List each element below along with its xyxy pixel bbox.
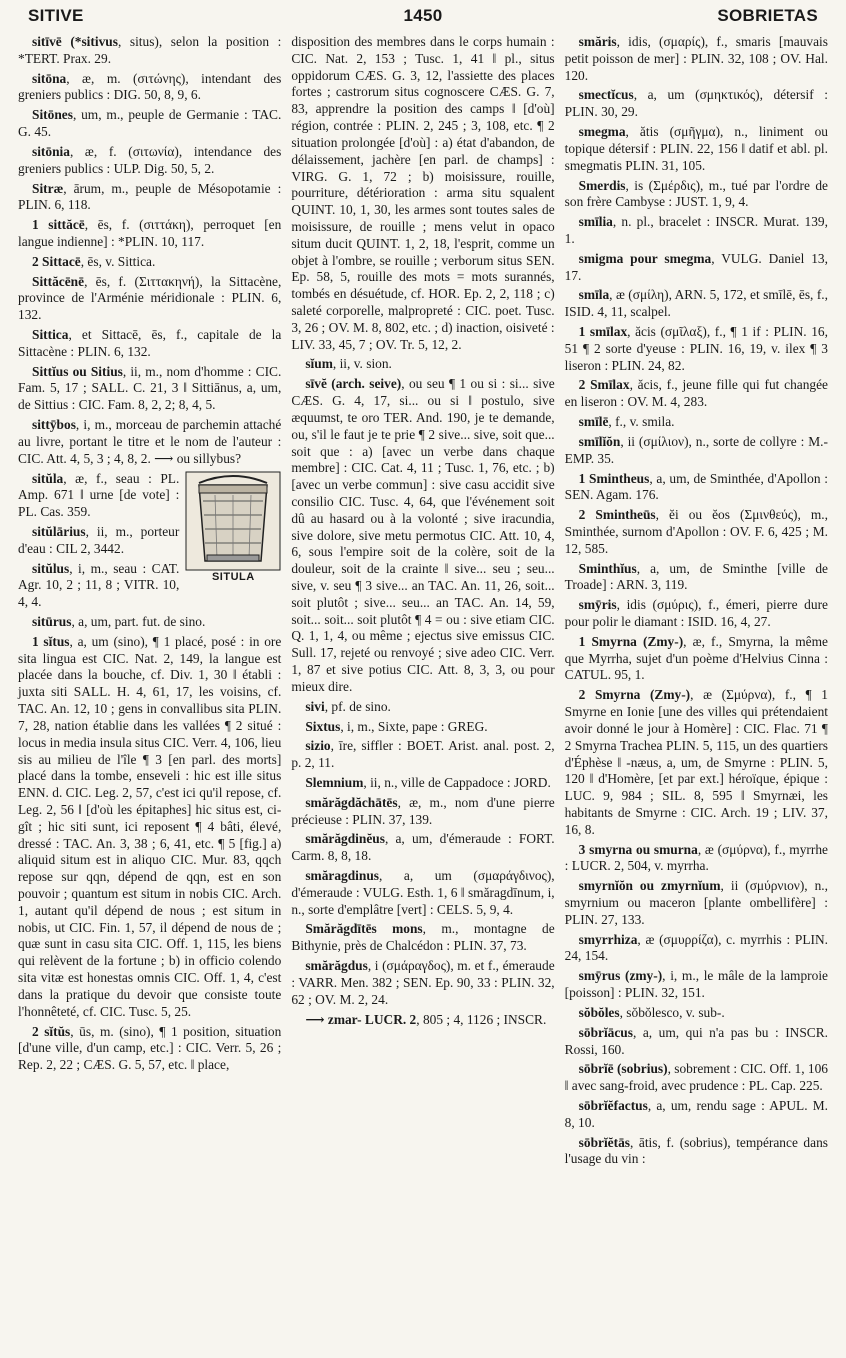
dictionary-entry: smyrnĭŏn ou zmyrnĭum, ii (σμύρνιον), n., smyrnium ou maceron [plante ombellifère] : PLIN. 27, 133. xyxy=(564,878,828,927)
headword: sŏbŏles xyxy=(578,1004,620,1020)
dictionary-entry: sōbrĭē (sobrius), sobrement : CIC. Off. 1, 106 ‖ avec sang-froid, avec prudence : PL. Cap. 225. xyxy=(564,1061,828,1094)
headword: 1 sittăcē xyxy=(32,217,85,233)
headword: sitŭlārius xyxy=(32,523,86,539)
headword: smărăgdinĕus xyxy=(305,831,385,847)
dictionary-entry: sōbrĭĕtās, ātis, f. (sobrius), tempérance dans l'usage du vin : xyxy=(564,1134,828,1167)
dictionary-entry: smȳrus (zmy-), i, m., le mâle de la lamproie [poisson] : PLIN. 32, 151. xyxy=(564,968,828,1001)
dictionary-entry: sōbrĭĕfactus, a, um, rendu sage : APUL. M. 8, 10. xyxy=(564,1097,828,1130)
headword: Sitōnes xyxy=(32,107,73,123)
headword: smȳris xyxy=(578,597,617,613)
dictionary-entry: smărăgdinĕus, a, um, d'émeraude : FORT. Carm. 8, 8, 18. xyxy=(291,831,555,864)
headword: 2 Sittacē xyxy=(32,253,81,269)
dictionary-entry: smăris, idis, (σμαρίς), f., smaris [mauvais petit poisson de mer] : PLIN. 32, 108 ; OV. Hal. 120. xyxy=(564,34,828,83)
dictionary-entry: sittȳbos, i, m., morceau de parchemin attaché au livre, portant le titre et le nom de l'auteur : CIC. Att. 4, 5, 3 ; 4, 8, 2. ⟶ ou sillybus? xyxy=(18,417,282,466)
dictionary-entry: Sitræ, ārum, m., peuple de Mésopotamie : PLIN. 6, 118. xyxy=(18,180,282,213)
dictionary-entry: Sittĭus ou Sitius, ii, m., nom d'homme : CIC. Fam. 5, 17 ; SALL. C. 21, 3 ‖ Sittiānus, a, um, de Sittius : CIC. Fam. 8, 2, 2; 8, 4, 5. xyxy=(18,363,282,413)
dictionary-entry: 1 smīlax, ăcis (σμῖλαξ), f., ¶ 1 if : PLIN. 16, 51 ¶ 2 sorte d'yeuse : PLIN. 16, 19, v. ilex ¶ 3 liseron : PLIN. 24, 82. xyxy=(564,324,828,373)
dictionary-entry: 1 sĭtus, a, um (sino), ¶ 1 placé, posé : in ore sita lingua est CIC. Nat. 2, 149, la langue est placée dans la bouche, cf. Div. 1, 30 ‖ établi : juxta siti SALL. H. 4, 61, 17, les voisins, cf. TAC. An. 12, 10 ; gens in convallibus sita PLIN. 7, 28, nation établie dans les vallées ¶ 2 situé : locus in media insula situs CIC. Verr. 4, 106, lieu sis au milieu de l'île ¶ 3 [en parl. des morts] placé dans la tombe, enseveli : hic est ille situs ENN. d. CIC. Leg. 2, 57, c'est ici qu'il repose, cf. Leg. 2, 56 ‖ [d'où les épitaphes] hic situs est, ci-gît ; hic siti sunt, ici reposent ¶ 4 bâti, élevé, dressé : TAC. An. 3, 38 ; 6, 41, etc. ¶ 5 [fig.] a) aliquid situm est in aliquo CIC. Mur. 83, qqch repose sur qqn, dépend de qqn, est en son pouvoir ; quantum est situm in nobis CIC. Arch. 1, autant qu'il dépend de nous ; est situm in nobis, ut CIC. Fin. 1, 57, il dépend de nous de ; quæ sunt in casu sita CIC. Off. 1, 115, les biens qui relèvent de la fortune ; b) in officio colendo sita vitæ est honestas omnis CIC. Off. 1, 4, c'est dans la pratique du devoir que consiste toute l'honnêteté, cf. CIC. Tusc. 5, 25. xyxy=(18,633,282,1019)
headword: Sittica xyxy=(32,327,69,342)
dictionary-entry: ⟶ zmar- LUCR. 2, 805 ; 4, 1126 ; INSCR. xyxy=(305,1011,547,1027)
dictionary-entry: 1 sittăcē, ēs, f. (σιττάκη), perroquet [en langue indienne] : *PLIN. 10, 117. xyxy=(18,217,282,249)
dictionary-entry: smīlē, f., v. smila. xyxy=(578,414,675,430)
headword: sitōna xyxy=(32,70,67,86)
headword: 1 Smintheus xyxy=(578,470,650,486)
situla-vessel-illustration xyxy=(185,471,281,571)
dictionary-entry: 1 Smyrna (Zmy-), æ, f., Smyrna, la même que Myrrha, sujet d'un poème d'Helvius Cinna : CATUL. 95, 1. xyxy=(564,633,828,683)
dictionary-entry: 2 Smīlax, ăcis, f., jeune fille qui fut changée en liseron : OV. M. 4, 283. xyxy=(564,377,828,410)
dictionary-entry: disposition des membres dans le corps humain : CIC. Nat. 2, 153 ; Tusc. 1, 41 ‖ pl., situs oppidorum CÆS. G. 3, 12, l'assiette des places fortes ; castrorum situs cognoscere CÆS. G. 7, 83, apprendre la position des camps ‖ [d'où] région, contrée : PLIN. 2, 245 ; 3, 108, etc. ¶ 2 situation prolongée [d'où] : a) état d'abandon, de délaissement, jachère [en parl. de champs] : VIRG. G. 1, 72 ; b) moisissure, rouille, pourriture, détérioration : arma situ squalent QUINT. 10, 1, 30, les armes sont toutes sales de moisissure, de rouille ; mens velut in opaco situm ducit QUINT. 1, 2, 18, l'esprit, comme un objet à l'ombre, se rouille ; verborum situs SEN. Ep. 58, 5, rouille des mots = mots surannés, tombés en désuétude, cf. HOR. Ep. 2, 2, 118 ; c) saleté corporelle, malpropreté : CIC. poet. Tusc. 3, 26 ; OV. M. 8, 802, etc. ; d) inaction, oisiveté : LIV. 33, 45, 7 ; OV. Tr. 5, 12, 2. xyxy=(291,34,555,352)
dictionary-entry: sizio, īre, siffler : BOET. Arist. anal. post. 2, p. 2, 11. xyxy=(291,738,555,771)
dictionary-entry: Sminthĭus, a, um, de Sminthe [ville de Troade] : ARN. 3, 119. xyxy=(564,560,828,593)
headword: sitūrus xyxy=(32,614,72,629)
dictionary-entry: 1 Smintheus, a, um, de Sminthée, d'Apollon : SEN. Agam. 176. xyxy=(564,470,828,503)
headword: sitīvē (*sitivus xyxy=(32,34,118,49)
headword: smărăgdăchātēs xyxy=(305,794,398,810)
headword: smyrnĭŏn ou zmyrnĭum xyxy=(578,878,721,894)
headword: smīla xyxy=(578,287,610,303)
page-number: 1450 xyxy=(403,6,443,25)
headword: smigma pour smegma xyxy=(578,250,712,266)
dictionary-entry: smīla, æ (σμίλη), ARN. 5, 172, et smīlē, ēs, f., ISID. 4, 11, scalpel. xyxy=(564,287,828,320)
dictionary-entry: 3 smyrna ou smurna, æ (σμύρνα), f., myrrhe : LUCR. 2, 504, v. myrrha. xyxy=(564,841,828,874)
dictionary-entry: 2 sĭtŭs, ūs, m. (sino), ¶ 1 position, situation [d'une ville, d'un camp, etc.] : CIC. Verr. 5, 26 ; Rep. 2, 22 ; CÆS. G. 5, 57, etc. ‖ place, xyxy=(18,1023,282,1073)
headword: smăris xyxy=(578,34,617,49)
dictionary-entry: sivi, pf. de sino. xyxy=(305,698,391,714)
dictionary-entry: Sittica, et Sittacē, ēs, f., capitale de la Sittacène : PLIN. 6, 132. xyxy=(18,327,282,359)
dictionary-entry: sitŭla, æ, f., seau : PL. Amp. 671 ‖ urne [de vote] : PL. Cas. 359. xyxy=(18,470,180,520)
headword: sōbrĭē (sobrius) xyxy=(578,1061,668,1077)
dictionary-entry: smīlia, n. pl., bracelet : INSCR. Murat. 139, 1. xyxy=(564,214,828,246)
headword: 3 smyrna ou smurna xyxy=(578,841,698,857)
headword: sitŭlus xyxy=(32,560,70,576)
dictionary-entry: smăragdinus, a, um (σμαράγδινος), d'émeraude : VULG. Esth. 1, 6 ‖ smăragdīnum, i, n., sorte d'emplâtre [vert] : CELS. 5, 9, 4. xyxy=(291,868,555,917)
column-left xyxy=(18,34,281,1171)
headword: ⟶ zmar- LUCR. 2 xyxy=(305,1011,417,1027)
dictionary-entry: 2 Smintheūs, ĕi ou ĕos (Σμινθεύς), m., Sminthée, surnom d'Apollon : OV. F. 6, 425 ; M. 12, 585. xyxy=(564,507,828,556)
dictionary-entry: sitŭlus, i, m., seau : CAT. Agr. 10, 2 ; 11, 8 ; VITR. 10, 4, 4. xyxy=(18,560,180,610)
headword: smīlia xyxy=(578,214,613,230)
dictionary-entry: smărăgdus, i (σμάραγδος), m. et f., émeraude : VARR. Men. 382 ; SEN. Ep. 90, 33 : PLIN. 32, 62 ; OV. M. 2, 24. xyxy=(291,958,555,1007)
headword: 2 sĭtŭs xyxy=(32,1023,71,1039)
headword: 1 Smyrna (Zmy-) xyxy=(578,633,684,649)
headword: smyrrhiza xyxy=(578,931,638,947)
column-right xyxy=(565,34,828,1171)
dictionary-entry: sitūrus, a, um, part. fut. de sino. xyxy=(32,614,206,629)
headword: smectĭcus xyxy=(578,87,634,103)
dictionary-entry: 2 Smyrna (Zmy-), æ (Σμύρνα), f., ¶ 1 Smyrne en Ionie [une des villes qui prétendaient avoir donné le jour à Homère] : CIC. Flac. 71 ¶ 2 Smyrna Trachea PLIN. 5, 115, un des quartiers d'Éphèse ‖ -næus, a, um, de Smyrne : PLIN. 5, 120 ‖ d'Homère, [et par ext.] héroïque, épique : LUC. 9, 984 ; SIL. 8, 595 ‖ Smyrnæi, les habitants de Smyrne : CIC. Arch. 19 ; LIV. 37, 16, 8. xyxy=(564,687,828,837)
headword: sittȳbos xyxy=(32,417,76,433)
headword: Sminthĭus xyxy=(578,560,637,576)
column-middle xyxy=(291,34,554,1171)
headword: 2 Smyrna (Zmy-) xyxy=(578,687,691,703)
situla-figure xyxy=(185,471,281,591)
columns xyxy=(14,34,832,1171)
figure-caption: SITULA xyxy=(211,570,255,583)
dictionary-entry: sīvĕ (arch. seive), ou seu ¶ 1 ou si : si... sive CÆS. G. 4, 17, si... ou si ‖ postulo, sive æquumst, te oro TER. And. 190, je te demande, ou, s'il le faut je te prie ¶ 2 sive... sive, soit que... soit que : a) [avec un verbe dans chaque membre] : CIC. Cat. 4, 11 ; Tusc. 1, 76, etc. ; b) [avec un verbe commun] : sive casu accidit sive consilio CIC. Tusc. 4, 64, que l'événement soit dû au hasard ou à la volonté ; sive iracundia, sive dolore, sive metu permotus CIC. Att. 10, 4, 6, sous l'empire soit de la colère, soit de la douleur, soit de la crainte ‖ sive... seu ; seu... sive, v. seu ¶ 3 sive... an TAC. An. 11, 26, soit... soit plutôt ; sive... seu... an TAC. An. 14, 59, soit... soit... soit plutôt ¶ 4 = ou : sive etiam CIC. Q. 1, 1, 4, ou même ; ejectus sive emissus CIC. Sull. 17, rejeté ou renvoyé ; sive adeo CIC. Verr. 1, 87 et sive potius CIC. Att. 8, 3, 3, ou pour mieux dire. xyxy=(291,376,555,694)
dictionary-entry: smigma pour smegma, VULG. Daniel 13, 17. xyxy=(564,250,828,283)
dictionary-entry: Sittăcēnē, ēs, f. (Σιττακηνή), la Sittacène, province de l'Arménie méridionale : PLIN. 6, 132. xyxy=(18,273,282,323)
dictionary-entry: sitōna, æ, m. (σιτώνης), intendant des greniers publics : DIG. 50, 8, 9, 6. xyxy=(18,70,282,103)
headword: sitōnia xyxy=(32,143,70,159)
headword: Slemnium xyxy=(305,774,364,790)
dictionary-entry: sŏbŏles, sŏbŏlesco, v. sub-. xyxy=(578,1004,725,1020)
dictionary-entry: Sixtus, i, m., Sixte, pape : GREG. xyxy=(305,718,488,734)
headword: sīvĕ (arch. seive) xyxy=(305,376,402,392)
dictionary-entry: Smărăgdītēs mons, m., montagne de Bithynie, près de Chalcédon : PLIN. 37, 73. xyxy=(291,921,555,954)
dictionary-entry: Smerdis, is (Σμέρδις), m., tué par l'ordre de son frère Cambyse : JUST. 1, 9, 4. xyxy=(564,177,828,210)
headword: smīlĭŏn xyxy=(578,433,621,449)
headword: Sittăcēnē xyxy=(32,273,85,289)
running-head-left: SITIVE xyxy=(28,6,84,25)
headword: sōbrĭĕtās xyxy=(578,1134,630,1150)
headword: smegma xyxy=(578,124,626,140)
headword: sivi xyxy=(305,698,325,714)
headword: sōbrĭĕfactus xyxy=(578,1097,648,1113)
headword: sitŭla xyxy=(32,470,64,486)
headword: smȳrus (zmy-) xyxy=(578,968,663,984)
dictionary-entry: smyrrhiza, æ (σμυρρίζα), c. myrrhis : PLIN. 24, 154. xyxy=(564,931,828,964)
headword: 2 Smintheūs xyxy=(578,507,656,523)
dictionary-entry: sōbrĭācus, a, um, qui n'a pas bu : INSCR. Rossi, 160. xyxy=(564,1024,828,1057)
headword: sĭum xyxy=(305,356,333,372)
dictionary-entry: smegma, ătis (σμῆγμα), n., liniment ou topique détersif : PLIN. 22, 156 ‖ datif et abl. pl. smegmatis PLIN. 31, 105. xyxy=(564,124,828,173)
headword: smăragdinus xyxy=(305,868,379,883)
headword: Smărăgdītēs mons xyxy=(305,921,423,937)
dictionary-entry: 2 Sittacē, ēs, v. Sittica. xyxy=(32,253,156,269)
headword: smărăgdus xyxy=(305,958,368,974)
dictionary-entry: smīlĭŏn, ii (σμίλιον), n., sorte de collyre : M.-EMP. 35. xyxy=(564,433,828,466)
running-head xyxy=(14,0,832,34)
headword: sizio xyxy=(305,738,331,754)
headword: 1 sĭtus xyxy=(32,633,70,649)
dictionary-entry: sitŭlārius, ii, m., porteur d'eau : CIL 2, 3442. xyxy=(18,523,180,556)
headword: smīlē xyxy=(578,414,609,430)
headword: Sitræ xyxy=(32,180,64,196)
dictionary-entry: sitōnia, æ, f. (σιτωνία), intendance des greniers publics : ULP. Dig. 50, 5, 2. xyxy=(18,143,282,176)
dictionary-entry: smȳris, idis (σμύρις), f., émeri, pierre dure pour polir le diamant : ISID. 16, 4, 27. xyxy=(564,597,828,629)
headword: sōbrĭācus xyxy=(578,1024,633,1040)
dictionary-entry: Sitōnes, um, m., peuple de Germanie : TAC. G. 45. xyxy=(18,107,282,140)
dictionary-entry: Slemnium, ii, n., ville de Cappadoce : JORD. xyxy=(305,774,551,790)
headword: 1 smīlax xyxy=(578,324,628,339)
headword: Sittĭus ou Sitius xyxy=(32,363,123,379)
dictionary-entry: sitīvē (*sitivus, situs), selon la position : *TERT. Prax. 29. xyxy=(18,34,282,66)
dictionary-entry: sĭum, ii, v. sion. xyxy=(305,356,392,372)
headword: Sixtus xyxy=(305,718,341,734)
headword: Smerdis xyxy=(578,177,626,193)
dictionary-entry: smărăgdăchātēs, æ, m., nom d'une pierre précieuse : PLIN. 37, 139. xyxy=(291,794,555,827)
running-head-right: SOBRIETAS xyxy=(717,6,818,25)
headword: 2 Smīlax xyxy=(578,377,630,393)
dictionary-entry: smectĭcus, a, um (σμηκτικός), détersif : PLIN. 30, 29. xyxy=(564,87,828,120)
